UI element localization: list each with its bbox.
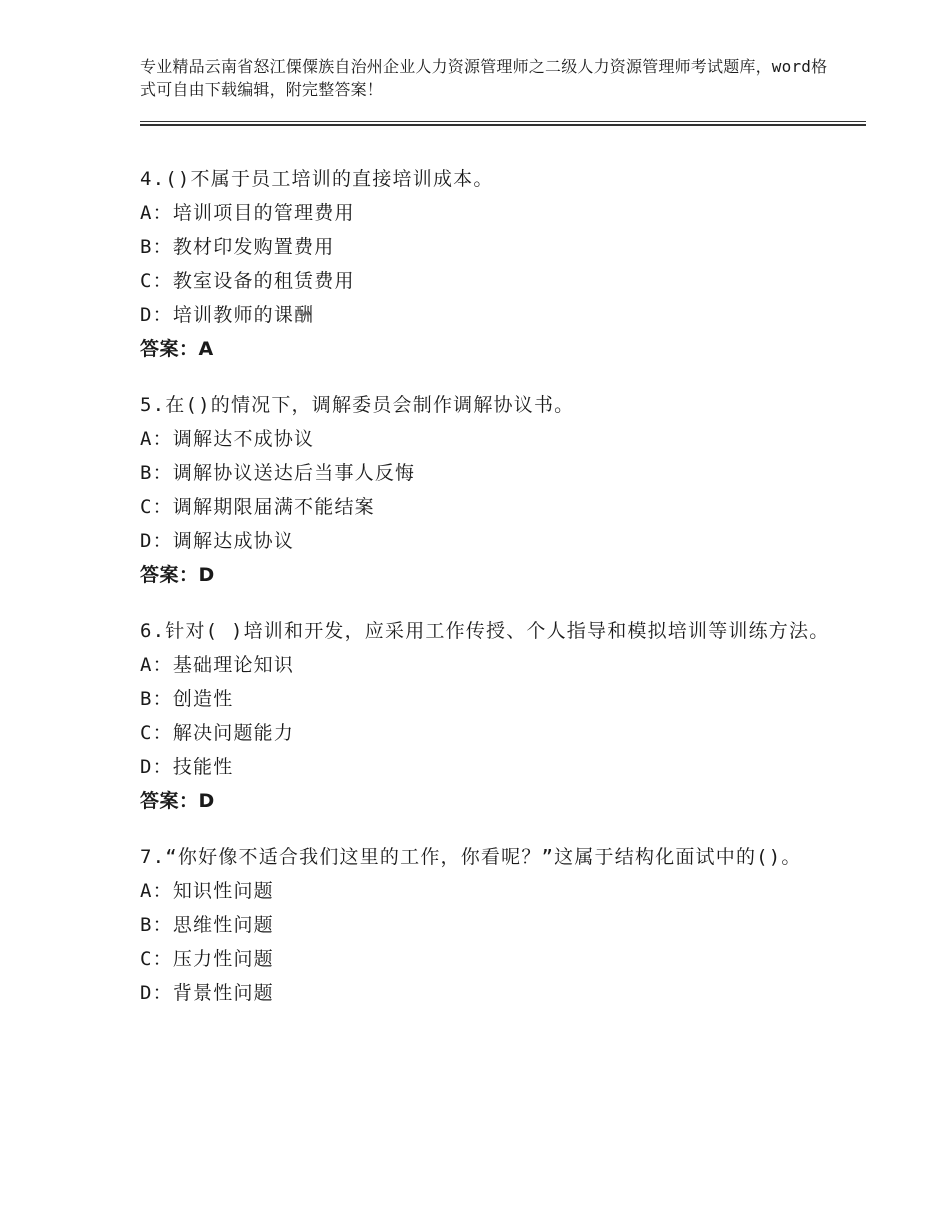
option-c: C：调解期限届满不能结案 xyxy=(140,496,375,518)
question-text: 6.针对( )培训和开发，应采用工作传授、个人指导和模拟培训等训练方法。 xyxy=(140,620,830,642)
option-c: C：教室设备的租赁费用 xyxy=(140,270,355,292)
option-c: C：解决问题能力 xyxy=(140,722,295,744)
header-divider-thin xyxy=(140,121,866,122)
answer-line: 答案：A xyxy=(140,338,214,360)
option-b: B：教材印发购置费用 xyxy=(140,236,335,258)
option-d: D：调解达成协议 xyxy=(140,530,295,552)
question-6 xyxy=(140,614,830,818)
option-a: A：培训项目的管理费用 xyxy=(140,202,355,224)
option-a: A：知识性问题 xyxy=(140,880,274,902)
answer-line: 答案：D xyxy=(140,564,215,586)
option-b: B：创造性 xyxy=(140,688,234,710)
question-text: 7.“你好像不适合我们这里的工作，你看呢？”这属于结构化面试中的()。 xyxy=(140,846,802,868)
option-c: C：压力性问题 xyxy=(140,948,274,970)
question-text: 4.()不属于员工培训的直接培训成本。 xyxy=(140,168,494,190)
answer-line: 答案：D xyxy=(140,790,215,812)
option-d: D：技能性 xyxy=(140,756,234,778)
option-b: B：调解协议送达后当事人反悔 xyxy=(140,462,416,484)
question-text: 5.在()的情况下，调解委员会制作调解协议书。 xyxy=(140,394,575,416)
option-d: D：背景性问题 xyxy=(140,982,274,1004)
question-7 xyxy=(140,840,830,1010)
question-4 xyxy=(140,162,830,366)
question-list xyxy=(140,162,830,1032)
option-a: A：调解达不成协议 xyxy=(140,428,315,450)
option-a: A：基础理论知识 xyxy=(140,654,295,676)
option-b: B：思维性问题 xyxy=(140,914,274,936)
header-divider-thick xyxy=(140,124,866,126)
document-header: 专业精品云南省怒江傈僳族自治州企业人力资源管理师之二级人力资源管理师考试题库，word格式可自由下载编辑，附完整答案！ xyxy=(140,57,828,99)
question-5 xyxy=(140,388,830,592)
option-d: D：培训教师的课酬 xyxy=(140,304,315,326)
